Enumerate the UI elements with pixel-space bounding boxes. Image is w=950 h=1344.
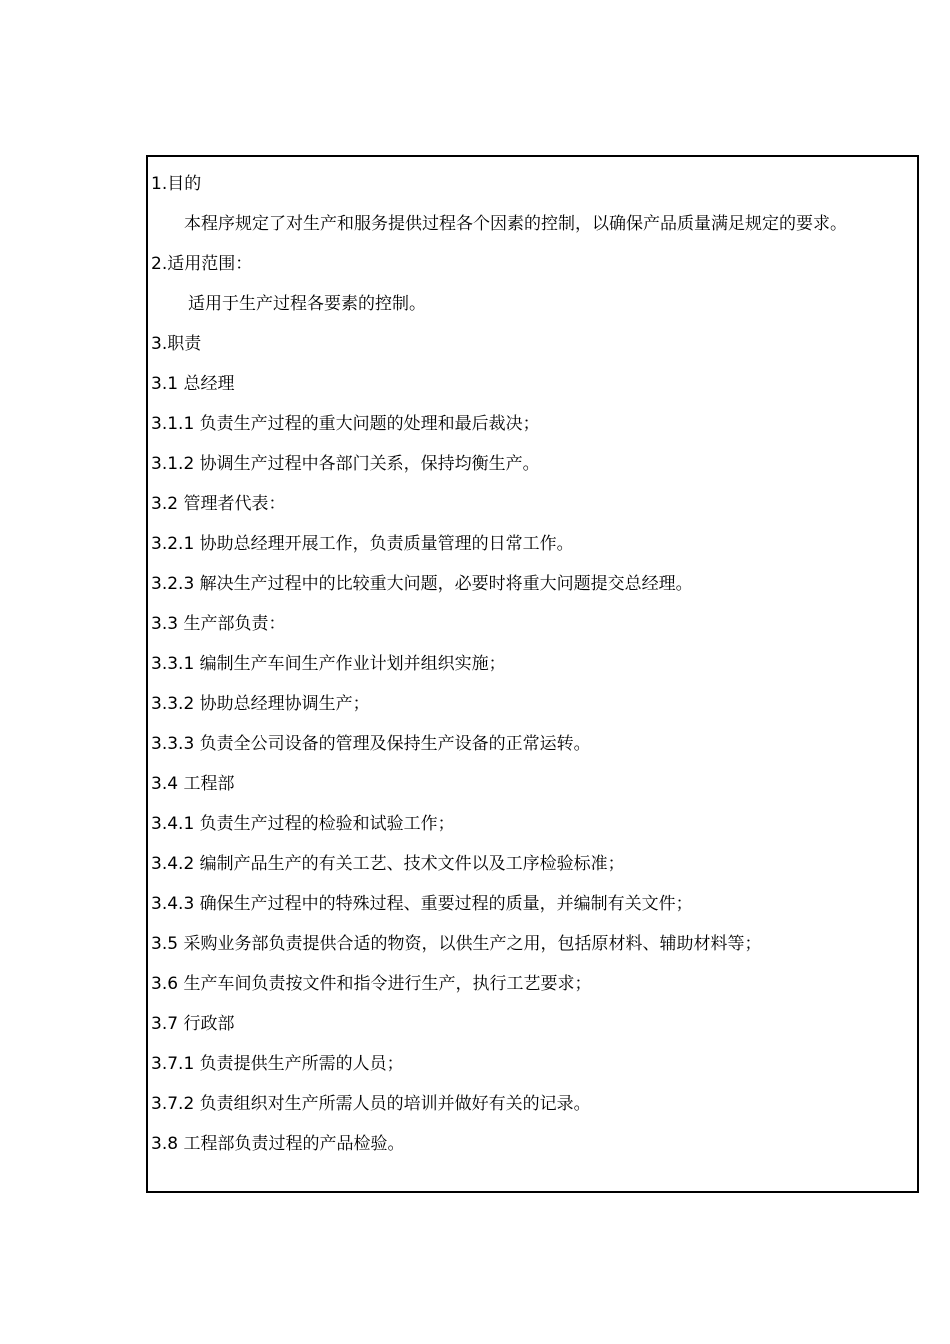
responsibility-item: 3.8 工程部负责过程的产品检验。 (151, 1134, 405, 1154)
section-purpose-heading: 1.目的 (151, 174, 202, 194)
responsibility-item: 3.7.1 负责提供生产所需的人员； (151, 1054, 404, 1074)
responsibility-item: 3.2 管理者代表： (151, 494, 286, 514)
purpose-paragraph: 本程序规定了对生产和服务提供过程各个因素的控制，以确保产品质量满足规定的要求。 (184, 214, 847, 234)
responsibility-item: 3.2.3 解决生产过程中的比较重大问题，必要时将重大问题提交总经理。 (151, 574, 693, 594)
responsibility-item: 3.6 生产车间负责按文件和指令进行生产，执行工艺要求； (151, 974, 592, 994)
responsibility-item: 3.4 工程部 (151, 774, 235, 794)
responsibility-item: 3.1 总经理 (151, 374, 235, 394)
responsibility-item: 3.1.1 负责生产过程的重大问题的处理和最后裁决； (151, 414, 540, 434)
document-frame (146, 155, 919, 1193)
responsibility-item: 3.7.2 负责组织对生产所需人员的培训并做好有关的记录。 (151, 1094, 591, 1114)
scope-paragraph: 适用于生产过程各要素的控制。 (188, 294, 426, 314)
document-content (151, 164, 913, 1164)
responsibility-item: 3.5 采购业务部负责提供合适的物资，以供生产之用，包括原材料、辅助材料等； (151, 934, 762, 954)
section-scope-heading: 2.适用范围： (151, 254, 253, 274)
responsibility-item: 3.7 行政部 (151, 1014, 235, 1034)
section-responsibility-heading: 3.职责 (151, 334, 202, 354)
responsibility-item: 3.3.2 协助总经理协调生产； (151, 694, 370, 714)
responsibility-item: 3.1.2 协调生产过程中各部门关系，保持均衡生产。 (151, 454, 540, 474)
responsibility-item: 3.2.1 协助总经理开展工作，负责质量管理的日常工作。 (151, 534, 574, 554)
responsibility-item: 3.3.3 负责全公司设备的管理及保持生产设备的正常运转。 (151, 734, 591, 754)
responsibility-item: 3.4.3 确保生产过程中的特殊过程、重要过程的质量，并编制有关文件； (151, 894, 693, 914)
responsibility-item: 3.3 生产部负责： (151, 614, 286, 634)
responsibility-item: 3.4.1 负责生产过程的检验和试验工作； (151, 814, 455, 834)
responsibility-item: 3.3.1 编制生产车间生产作业计划并组织实施； (151, 654, 506, 674)
responsibility-item: 3.4.2 编制产品生产的有关工艺、技术文件以及工序检验标准； (151, 854, 625, 874)
